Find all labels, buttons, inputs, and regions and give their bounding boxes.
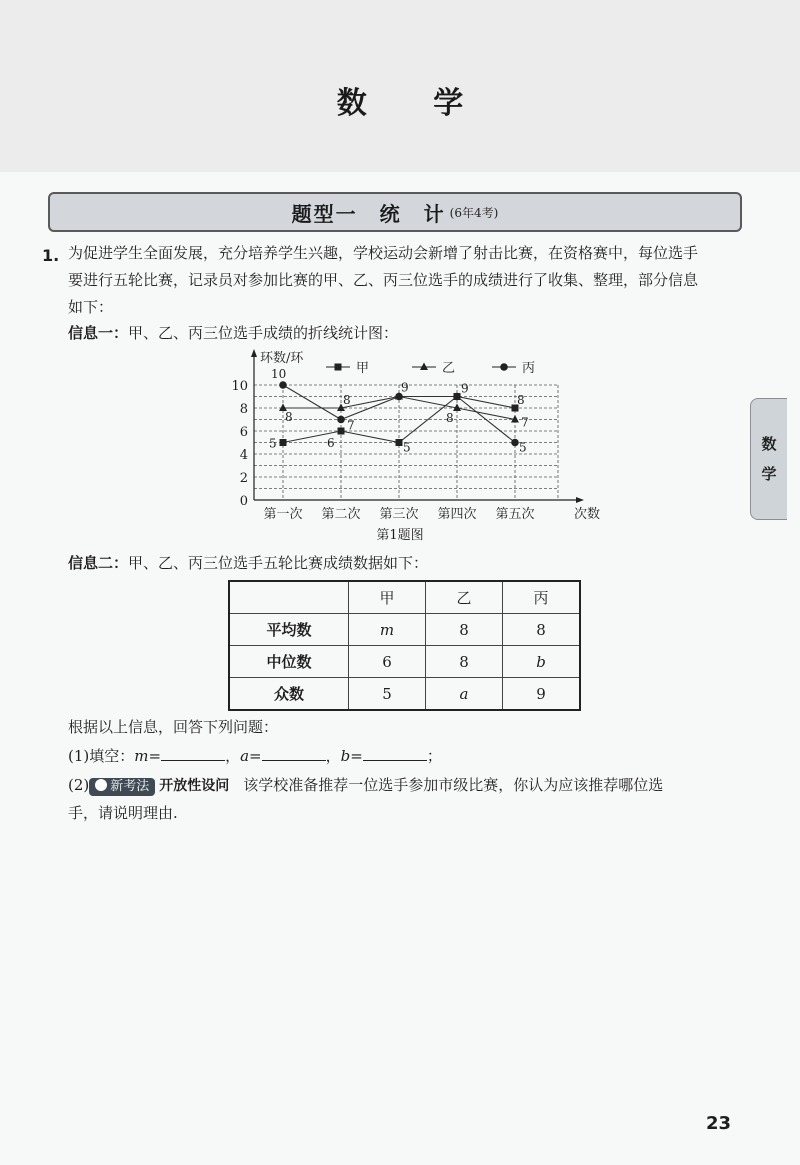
equals-sign: = (249, 747, 262, 765)
y-axis-arrow (251, 349, 257, 357)
separator: ， (325, 747, 341, 765)
x-tick-label: 第二次 (321, 507, 361, 522)
data-point-丙 (279, 381, 287, 389)
y-tick-label: 4 (239, 448, 248, 463)
equals-sign: = (350, 747, 363, 765)
y-tick-label: 2 (239, 471, 248, 486)
part-two-prefix: (2) (68, 776, 90, 794)
question-line: 要进行五轮比赛，记录员对参加比赛的甲、乙、丙三位选手的成绩进行了收集、整理，部分信息 (68, 271, 699, 289)
open-question-tag: 开放性设问 (159, 778, 230, 794)
table-cell: 8 (426, 646, 503, 678)
data-point-甲 (396, 439, 403, 446)
section-title: 题型一 统 计 (291, 201, 446, 226)
x-tick-label: 第四次 (437, 507, 477, 522)
y-tick-label: 8 (239, 402, 248, 417)
data-label: 7 (521, 415, 529, 430)
part-one (68, 745, 442, 766)
data-label: 10 (271, 367, 287, 381)
part-two-line: 该学校准备推荐一位选手参加市级比赛，你认为应该推荐哪位选 (243, 776, 664, 794)
table-row-label: 中位数 (229, 646, 349, 678)
data-point-丙 (453, 393, 461, 401)
data-label: 5 (269, 436, 277, 451)
data-point-甲 (280, 439, 287, 446)
table-row-label: 平均数 (229, 614, 349, 646)
data-label: 9 (461, 381, 469, 396)
x-axis-label: 次数 (574, 507, 601, 522)
question-number: 1. (42, 246, 60, 265)
info-one-label: 信息一： (68, 324, 129, 342)
table-header-cell (229, 581, 349, 614)
blank-m[interactable] (161, 746, 225, 761)
table-cell: 9 (503, 678, 581, 711)
var-b: b (340, 747, 351, 765)
data-label: 7 (347, 418, 355, 433)
table-row (229, 646, 580, 678)
data-label: 8 (285, 410, 293, 424)
legend-marker (500, 363, 508, 371)
page-title: 数 学 (336, 86, 492, 121)
legend-label: 丙 (522, 361, 536, 376)
var-a: a (240, 747, 250, 765)
y-tick-label: 10 (231, 379, 248, 394)
lightbulb-icon (95, 779, 107, 791)
legend-label: 乙 (442, 361, 456, 376)
table-cell: a (426, 678, 503, 711)
part-one-prefix: (1)填空： (68, 747, 135, 765)
end-mark: ； (426, 747, 442, 765)
table-row (229, 614, 580, 646)
new-method-badge (89, 778, 155, 796)
data-label: 5 (403, 440, 411, 455)
table-cell: m (349, 614, 426, 646)
side-tab-char: 数 (761, 435, 777, 453)
x-tick-label: 第一次 (263, 507, 303, 522)
table-cell: 6 (349, 646, 426, 678)
data-label: 8 (446, 411, 454, 425)
info-one (68, 322, 398, 343)
data-point-丙 (511, 439, 519, 447)
data-point-甲 (338, 428, 345, 435)
question-line: 为促进学生全面发展，充分培养学生兴趣，学校运动会新增了射击比赛，在资格赛中，每位选手 (68, 244, 699, 262)
table-cell: b (503, 646, 581, 678)
info-one-text: 甲、乙、丙三位选手成绩的折线统计图： (128, 324, 399, 342)
legend-label: 甲 (356, 361, 370, 376)
table-row (229, 678, 580, 711)
badge-text: 新考法 (110, 779, 150, 794)
line-chart (230, 345, 601, 545)
x-axis-arrow (576, 497, 584, 503)
blank-b[interactable] (363, 746, 427, 761)
legend-marker (335, 364, 342, 371)
table-header-cell: 甲 (349, 581, 426, 614)
data-label: 8 (517, 393, 525, 407)
info-two-label: 信息二： (68, 554, 129, 572)
data-table (228, 580, 581, 711)
info-two-text: 甲、乙、丙三位选手五轮比赛成绩数据如下： (128, 554, 429, 572)
section-banner (48, 192, 742, 232)
legend-marker (420, 363, 428, 371)
part-two-line: 手，请说明理由. (68, 804, 178, 822)
part-two (68, 772, 748, 827)
table-cell: 8 (426, 614, 503, 646)
y-axis-label: 环数/环 (260, 351, 304, 366)
question-line: 如下： (68, 298, 114, 316)
chart-title: 第1题图 (376, 528, 424, 543)
data-point-丙 (337, 416, 345, 424)
var-m: m (134, 747, 149, 765)
table-row-label: 众数 (229, 678, 349, 711)
separator: ， (225, 747, 241, 765)
data-label: 6 (327, 436, 335, 450)
y-tick-label: 0 (239, 494, 248, 509)
page-number: 23 (706, 1113, 732, 1134)
blank-a[interactable] (262, 746, 326, 761)
table-cell: 8 (503, 614, 581, 646)
y-tick-label: 6 (239, 425, 248, 440)
info-two (68, 552, 428, 573)
x-tick-label: 第三次 (379, 507, 419, 522)
data-label: 5 (519, 440, 527, 455)
side-tab-char: 学 (761, 465, 777, 483)
table-header-row (229, 581, 580, 614)
x-tick-label: 第五次 (495, 507, 535, 522)
question-text (68, 240, 748, 321)
side-tab-math[interactable] (750, 398, 787, 520)
data-label: 8 (343, 393, 351, 407)
table-header-cell: 丙 (503, 581, 581, 614)
data-label: 9 (401, 380, 409, 395)
equals-sign: = (148, 747, 162, 765)
table-header-cell: 乙 (426, 581, 503, 614)
answer-intro: 根据以上信息，回答下列问题： (68, 718, 279, 736)
section-subtitle: (6年4考) (449, 205, 499, 220)
table-cell: 5 (349, 678, 426, 711)
